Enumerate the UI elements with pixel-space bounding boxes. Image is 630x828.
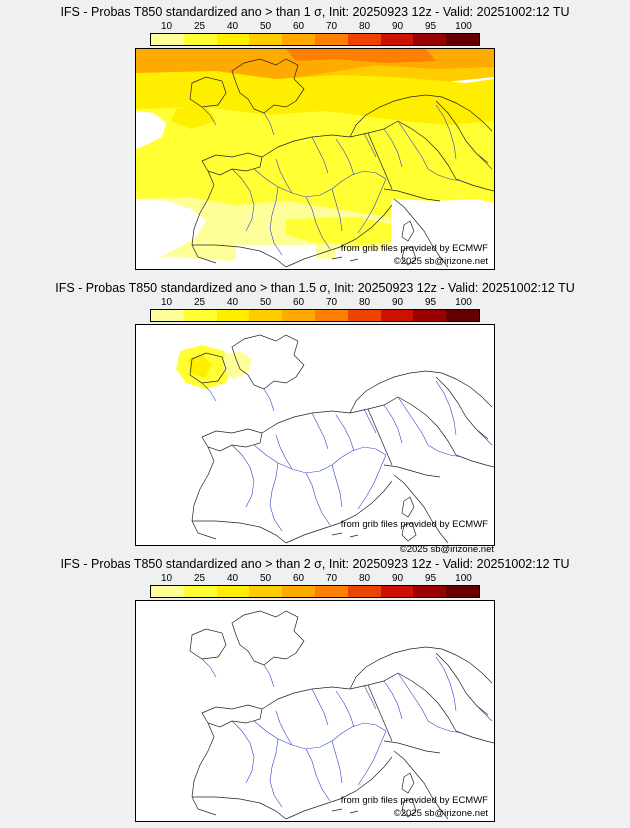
cbar-tick-40: 40: [226, 297, 239, 308]
swatch-100: [446, 586, 479, 597]
cbar-tick-70: 70: [325, 573, 338, 584]
swatch-40: [217, 310, 250, 321]
cbar-tick-80: 80: [358, 297, 371, 308]
map-source-note: from grib files provided by ECMWF: [340, 243, 488, 254]
panel-title: IFS - Probas T850 standardized ano > than 2 σ, Init: 20250923 12z - Valid: 20251002:12 TU: [60, 557, 570, 571]
cbar-tick-25: 25: [193, 297, 206, 308]
cbar-tick-10: 10: [160, 573, 173, 584]
map-copyright: ©2025 sb@irizone.net: [399, 544, 494, 555]
panel-1p5sigma: [0, 276, 630, 555]
swatch-25: [184, 586, 217, 597]
swatch-60: [282, 586, 315, 597]
swatch-95: [413, 34, 446, 45]
cbar-tick-40: 40: [226, 21, 239, 32]
colorbar-swatches: [150, 309, 480, 322]
map-copyright: ©2025 sb@irizone.net: [393, 808, 488, 819]
colorbar-2: [150, 297, 480, 323]
map-copyright: ©2025 sb@irizone.net: [393, 256, 488, 267]
swatch-100: [446, 34, 479, 45]
cbar-tick-90: 90: [391, 297, 404, 308]
cbar-tick-70: 70: [325, 297, 338, 308]
swatch-25: [184, 310, 217, 321]
swatch-70: [315, 586, 348, 597]
cbar-tick-60: 60: [292, 21, 305, 32]
swatch-50: [249, 310, 282, 321]
swatch-40: [217, 586, 250, 597]
colorbar-tick-labels: [150, 573, 480, 585]
colorbar-tick-labels: [150, 21, 480, 33]
colorbar-swatches: [150, 585, 480, 598]
map-1sigma: [135, 48, 495, 270]
cbar-tick-90: 90: [391, 573, 404, 584]
cbar-tick-95: 95: [424, 21, 437, 32]
cbar-tick-10: 10: [160, 297, 173, 308]
cbar-tick-60: 60: [292, 297, 305, 308]
swatch-70: [315, 310, 348, 321]
swatch-50: [249, 34, 282, 45]
panel-title: IFS - Probas T850 standardized ano > than 1.5 σ, Init: 20250923 12z - Valid: 20251002:12 TU: [55, 281, 575, 295]
swatch-50: [249, 586, 282, 597]
cbar-tick-60: 60: [292, 573, 305, 584]
cbar-tick-70: 70: [325, 21, 338, 32]
swatch-80: [348, 586, 381, 597]
colorbar-tick-labels: [150, 297, 480, 309]
map-1p5sigma: [135, 324, 495, 546]
map-graphic: [136, 325, 494, 545]
cbar-tick-10: 10: [160, 21, 173, 32]
cbar-tick-50: 50: [259, 573, 272, 584]
swatch-60: [282, 34, 315, 45]
panel-1sigma: [0, 0, 630, 276]
map-source-note: from grib files provided by ECMWF: [340, 519, 488, 530]
swatch-95: [413, 310, 446, 321]
swatch-40: [217, 34, 250, 45]
cbar-tick-25: 25: [193, 21, 206, 32]
swatch-10: [151, 310, 184, 321]
map-source-note: from grib files provided by ECMWF: [340, 795, 488, 806]
colorbar-3: [150, 573, 480, 599]
swatch-100: [446, 310, 479, 321]
cbar-tick-25: 25: [193, 573, 206, 584]
swatch-25: [184, 34, 217, 45]
swatch-90: [381, 586, 414, 597]
swatch-80: [348, 310, 381, 321]
swatch-95: [413, 586, 446, 597]
colorbar-swatches: [150, 33, 480, 46]
map-graphic: [136, 601, 494, 821]
cbar-tick-80: 80: [358, 21, 371, 32]
map-graphic: [136, 49, 494, 269]
colorbar-1: [150, 21, 480, 47]
swatch-90: [381, 34, 414, 45]
swatch-10: [151, 586, 184, 597]
cbar-tick-40: 40: [226, 573, 239, 584]
swatch-10: [151, 34, 184, 45]
cbar-tick-100: 100: [455, 297, 472, 308]
cbar-tick-80: 80: [358, 573, 371, 584]
cbar-tick-100: 100: [455, 21, 472, 32]
cbar-tick-95: 95: [424, 573, 437, 584]
cbar-tick-95: 95: [424, 297, 437, 308]
cbar-tick-50: 50: [259, 21, 272, 32]
swatch-80: [348, 34, 381, 45]
swatch-90: [381, 310, 414, 321]
cbar-tick-90: 90: [391, 21, 404, 32]
swatch-60: [282, 310, 315, 321]
panel-2sigma: [0, 552, 630, 828]
cbar-tick-100: 100: [455, 573, 472, 584]
map-2sigma: [135, 600, 495, 822]
swatch-70: [315, 34, 348, 45]
panel-title: IFS - Probas T850 standardized ano > than 1 σ, Init: 20250923 12z - Valid: 20251002:12 TU: [60, 5, 570, 19]
cbar-tick-50: 50: [259, 297, 272, 308]
